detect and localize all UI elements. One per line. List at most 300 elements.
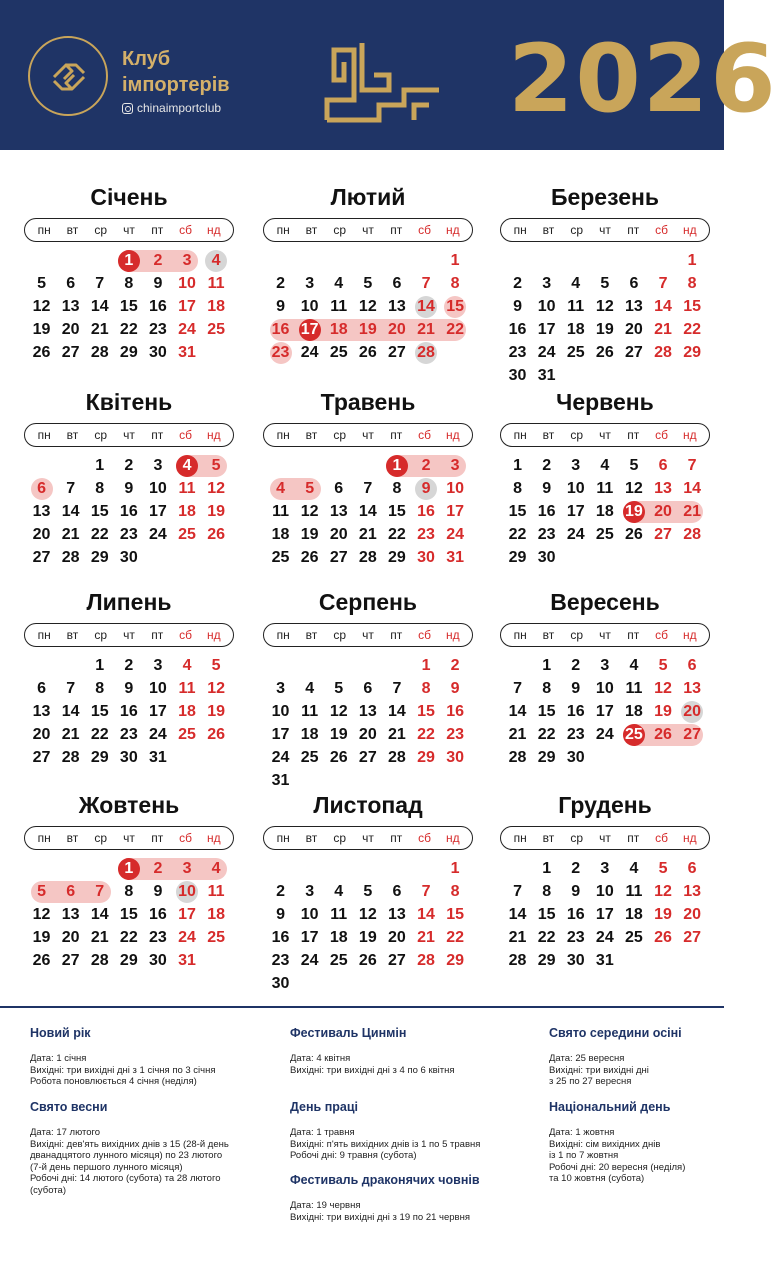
day-cell: 21 xyxy=(61,726,80,743)
day-cell: 9 xyxy=(411,477,440,500)
weekday-label: нд xyxy=(683,223,697,237)
weekday-label: ср xyxy=(570,628,584,642)
day-cell: 8 xyxy=(124,883,134,900)
weekday-label: вт xyxy=(542,831,555,845)
day-cell: 2 xyxy=(276,883,285,900)
year-title: 2026 xyxy=(508,25,778,134)
weekday-label: чт xyxy=(362,428,374,442)
day-cell: 4 xyxy=(172,454,201,477)
week-row xyxy=(263,249,473,272)
weekday-label: чт xyxy=(362,831,374,845)
day-cell: 26 xyxy=(32,952,51,969)
day-cell: 17 xyxy=(178,906,196,923)
day-cell: 22 xyxy=(417,726,435,743)
week-row xyxy=(24,477,234,500)
day-cell: 10 xyxy=(300,906,319,923)
day-cell: 30 xyxy=(119,749,138,766)
info-title: Національний день xyxy=(549,1100,671,1114)
weekday-label: пт xyxy=(627,831,640,845)
weekday-label: нд xyxy=(207,428,221,442)
week-row xyxy=(500,272,710,295)
day-cell: 12 xyxy=(625,480,643,497)
week-row xyxy=(263,746,473,769)
week-row xyxy=(500,454,710,477)
day-cell: 8 xyxy=(421,680,431,697)
instagram-handle[interactable] xyxy=(122,101,221,115)
weekday-label: чт xyxy=(123,428,135,442)
weekday-label: нд xyxy=(683,831,697,845)
day-cell: 25 xyxy=(300,749,319,766)
day-cell: 22 xyxy=(90,526,109,543)
weekday-header xyxy=(24,623,234,647)
week-row xyxy=(500,700,710,723)
day-cell: 18 xyxy=(178,503,196,520)
day-cell: 5 xyxy=(658,860,668,877)
day-cell: 28 xyxy=(411,341,440,364)
day-cell: 3 xyxy=(182,860,192,877)
day-cell: 23 xyxy=(266,341,295,364)
brand-line1: Клуб xyxy=(122,48,171,70)
day-cell: 11 xyxy=(178,480,196,497)
days-grid xyxy=(500,249,710,387)
day-cell: 13 xyxy=(388,298,406,315)
day-cell: 29 xyxy=(417,749,435,766)
day-cell: 23 xyxy=(149,929,167,946)
week-row xyxy=(263,500,473,523)
day-cell: 1 xyxy=(450,860,460,877)
weekday-label: сб xyxy=(655,428,668,442)
day-cell: 11 xyxy=(301,703,319,720)
weekday-label: нд xyxy=(683,428,697,442)
day-cell: 15 xyxy=(119,298,138,315)
day-cell: 9 xyxy=(513,298,522,315)
week-row xyxy=(500,949,710,972)
week-row xyxy=(24,700,234,723)
day-cell: 19 xyxy=(32,321,51,338)
weekday-label: сб xyxy=(418,223,431,237)
day-cell: 4 xyxy=(202,249,231,272)
week-row xyxy=(263,723,473,746)
day-cell: 30 xyxy=(149,344,167,361)
week-row xyxy=(24,523,234,546)
month-name: Лютий xyxy=(330,184,406,210)
day-cell: 11 xyxy=(178,680,196,697)
info-text: Дата: 1 січня Вихідні: три вихідні дні з 1 січня по 3 січня Робота поновлюється 4 січня (неділя) xyxy=(30,1053,216,1087)
day-cell: 18 xyxy=(566,321,585,338)
info-midautumn xyxy=(549,1026,709,1088)
day-cell: 15 xyxy=(446,906,464,923)
day-cell: 13 xyxy=(329,503,348,520)
day-cell: 26 xyxy=(300,549,319,566)
day-cell: 29 xyxy=(90,549,109,566)
day-cell: 19 xyxy=(329,726,348,743)
week-row xyxy=(24,880,234,903)
day-cell: 23 xyxy=(446,726,464,743)
day-cell: 3 xyxy=(305,883,315,900)
day-cell: 10 xyxy=(595,680,614,697)
weekday-label: пт xyxy=(151,628,164,642)
day-cell: 1 xyxy=(687,252,697,269)
day-cell: 22 xyxy=(119,321,138,338)
day-cell: 5 xyxy=(658,657,668,674)
day-cell: 6 xyxy=(66,275,76,292)
week-row xyxy=(500,926,710,949)
day-cell: 2 xyxy=(542,457,552,474)
day-cell: 12 xyxy=(595,298,614,315)
day-cell: 27 xyxy=(625,344,643,361)
day-cell: 23 xyxy=(566,726,585,743)
day-cell: 24 xyxy=(149,726,167,743)
day-cell: 2 xyxy=(450,657,460,674)
day-cell: 10 xyxy=(172,880,201,903)
day-cell: 6 xyxy=(363,680,373,697)
day-cell: 1 xyxy=(542,657,552,674)
weekday-label: вт xyxy=(305,223,318,237)
weekday-label: пн xyxy=(276,831,290,845)
week-row xyxy=(263,677,473,700)
day-cell: 20 xyxy=(654,503,672,520)
weekday-label: пн xyxy=(276,628,290,642)
day-cell: 17 xyxy=(178,298,196,315)
day-cell: 27 xyxy=(32,549,51,566)
weekday-label: сб xyxy=(179,628,192,642)
week-row xyxy=(500,249,710,272)
day-cell: 18 xyxy=(271,526,290,543)
weekday-label: вт xyxy=(66,628,79,642)
day-cell: 20 xyxy=(329,526,348,543)
day-cell: 3 xyxy=(305,275,315,292)
day-cell: 6 xyxy=(66,883,76,900)
day-cell: 31 xyxy=(178,952,196,969)
month-calendar xyxy=(24,182,234,364)
day-cell: 10 xyxy=(537,298,556,315)
ornament-icon xyxy=(324,40,442,122)
days-grid xyxy=(263,857,473,995)
weekday-label: пн xyxy=(513,428,527,442)
day-cell: 12 xyxy=(654,883,672,900)
weekday-label: пт xyxy=(627,428,640,442)
weekday-label: чт xyxy=(362,223,374,237)
week-row xyxy=(263,295,473,318)
day-cell: 19 xyxy=(358,321,377,338)
day-cell: 16 xyxy=(537,503,556,520)
day-cell: 16 xyxy=(119,503,138,520)
day-cell: 30 xyxy=(119,549,138,566)
week-row xyxy=(24,857,234,880)
weekday-label: сб xyxy=(655,831,668,845)
week-row xyxy=(500,341,710,364)
day-cell: 15 xyxy=(90,703,109,720)
day-cell: 1 xyxy=(513,457,522,474)
month-calendar xyxy=(24,387,234,569)
day-cell: 20 xyxy=(32,526,51,543)
info-text: Дата: 1 травня Вихідні: п'ять вихідних днів із 1 по 5 травня Робочі дні: 9 травня (субота) xyxy=(290,1127,481,1161)
weekday-label: сб xyxy=(655,628,668,642)
day-cell: 7 xyxy=(513,883,522,900)
day-cell: 22 xyxy=(446,929,464,946)
day-cell: 8 xyxy=(513,480,522,497)
day-cell: 14 xyxy=(508,906,527,923)
day-cell: 16 xyxy=(566,906,585,923)
weekday-header xyxy=(500,218,710,242)
day-cell: 1 xyxy=(95,657,105,674)
day-cell: 18 xyxy=(178,703,196,720)
weekday-label: пт xyxy=(627,223,640,237)
day-cell: 14 xyxy=(683,480,701,497)
weekday-label: вт xyxy=(66,223,79,237)
day-cell: 9 xyxy=(450,680,460,697)
weekday-label: вт xyxy=(66,831,79,845)
day-cell: 6 xyxy=(334,480,344,497)
day-cell: 1 xyxy=(421,657,431,674)
day-cell: 12 xyxy=(32,298,51,315)
weekday-label: пт xyxy=(390,831,403,845)
week-row xyxy=(263,454,473,477)
week-row xyxy=(500,477,710,500)
day-cell: 20 xyxy=(388,929,406,946)
day-cell: 2 xyxy=(153,252,163,269)
day-cell: 25 xyxy=(566,344,585,361)
day-cell: 25 xyxy=(595,526,614,543)
day-cell: 3 xyxy=(182,252,192,269)
day-cell: 8 xyxy=(124,275,134,292)
day-cell: 9 xyxy=(153,275,163,292)
day-cell: 27 xyxy=(388,952,406,969)
day-cell: 11 xyxy=(207,883,225,900)
day-cell: 11 xyxy=(567,298,585,315)
day-cell: 23 xyxy=(508,344,527,361)
days-grid xyxy=(263,454,473,569)
weekday-label: ср xyxy=(570,223,584,237)
day-cell: 24 xyxy=(537,344,556,361)
day-cell: 11 xyxy=(207,275,225,292)
day-cell: 12 xyxy=(358,298,377,315)
day-cell: 31 xyxy=(178,344,196,361)
day-cell: 20 xyxy=(683,906,701,923)
info-new-year xyxy=(30,1026,250,1088)
day-cell: 6 xyxy=(687,657,697,674)
day-cell: 17 xyxy=(300,929,319,946)
weekday-label: пн xyxy=(37,831,51,845)
day-cell: 1 xyxy=(114,857,143,880)
day-cell: 8 xyxy=(450,883,460,900)
days-grid xyxy=(500,857,710,972)
week-row xyxy=(24,746,234,769)
day-cell: 26 xyxy=(625,526,643,543)
day-cell: 6 xyxy=(392,883,402,900)
day-cell: 20 xyxy=(32,726,51,743)
day-cell: 26 xyxy=(358,344,377,361)
day-cell: 16 xyxy=(508,321,527,338)
day-cell: 21 xyxy=(417,321,435,338)
day-cell: 4 xyxy=(182,657,192,674)
week-row xyxy=(263,769,473,792)
month-calendar xyxy=(263,182,473,364)
day-cell: 14 xyxy=(90,906,109,923)
day-cell: 10 xyxy=(595,883,614,900)
days-grid xyxy=(500,654,710,769)
day-cell: 10 xyxy=(446,480,464,497)
day-cell: 9 xyxy=(124,680,134,697)
info-title: Новий рік xyxy=(30,1026,91,1040)
day-cell: 28 xyxy=(358,549,377,566)
day-cell: 26 xyxy=(207,726,225,743)
day-cell: 6 xyxy=(392,275,402,292)
day-cell: 5 xyxy=(363,883,373,900)
day-cell: 18 xyxy=(625,703,643,720)
day-cell: 16 xyxy=(446,703,464,720)
weekday-label: вт xyxy=(542,428,555,442)
week-row xyxy=(24,926,234,949)
weekday-header xyxy=(500,826,710,850)
day-cell: 23 xyxy=(119,726,138,743)
day-cell: 20 xyxy=(625,321,643,338)
day-cell: 21 xyxy=(388,726,406,743)
weekday-label: пн xyxy=(276,428,290,442)
info-title: Свято весни xyxy=(30,1100,108,1114)
day-cell: 19 xyxy=(654,703,672,720)
day-cell: 28 xyxy=(90,344,109,361)
weekday-label: пт xyxy=(151,428,164,442)
day-cell: 3 xyxy=(600,860,610,877)
day-cell: 28 xyxy=(90,952,109,969)
weekday-label: пт xyxy=(627,628,640,642)
day-cell: 19 xyxy=(595,321,614,338)
week-row xyxy=(500,500,710,523)
week-row xyxy=(500,746,710,769)
month-calendar xyxy=(500,182,710,387)
day-cell: 27 xyxy=(32,749,51,766)
day-cell: 29 xyxy=(90,749,109,766)
instagram-icon xyxy=(122,103,133,114)
day-cell: 29 xyxy=(446,952,464,969)
day-cell: 15 xyxy=(537,703,556,720)
week-row xyxy=(24,272,234,295)
weekday-header xyxy=(263,423,473,447)
day-cell: 5 xyxy=(211,457,221,474)
day-cell: 29 xyxy=(537,952,556,969)
day-cell: 12 xyxy=(329,703,348,720)
day-cell: 21 xyxy=(358,526,377,543)
day-cell: 31 xyxy=(149,749,167,766)
day-cell: 24 xyxy=(595,929,614,946)
day-cell: 11 xyxy=(625,680,643,697)
week-row xyxy=(263,926,473,949)
day-cell: 10 xyxy=(271,703,290,720)
day-cell: 11 xyxy=(330,298,348,315)
day-cell: 15 xyxy=(508,503,527,520)
day-cell: 30 xyxy=(566,749,585,766)
day-cell: 26 xyxy=(654,726,672,743)
week-row xyxy=(500,857,710,880)
day-cell: 30 xyxy=(508,367,527,384)
day-cell: 14 xyxy=(388,703,406,720)
day-cell: 10 xyxy=(178,275,196,292)
day-cell: 9 xyxy=(124,480,134,497)
day-cell: 18 xyxy=(329,321,348,338)
weekday-label: нд xyxy=(683,628,697,642)
weekday-label: вт xyxy=(542,628,555,642)
day-cell: 10 xyxy=(149,680,167,697)
weekday-label: нд xyxy=(446,428,460,442)
day-cell: 28 xyxy=(417,952,435,969)
day-cell: 6 xyxy=(658,457,668,474)
club-logo xyxy=(28,36,108,116)
day-cell: 22 xyxy=(119,929,138,946)
week-row xyxy=(500,364,710,387)
week-row xyxy=(24,949,234,972)
info-text: Дата: 17 лютого Вихідні: дев'ять вихідних днів з 15 (28-й день дванадцятого лунного місяця) по 23 лютого (7-й день першого лунного місяця) Робочі дні: 14 лютого (субота) та 28 лютого (субота) xyxy=(30,1127,229,1196)
week-row xyxy=(500,318,710,341)
day-cell: 2 xyxy=(124,457,134,474)
day-cell: 13 xyxy=(358,703,377,720)
week-row xyxy=(24,903,234,926)
day-cell: 2 xyxy=(276,275,285,292)
day-cell: 8 xyxy=(687,275,697,292)
weekday-label: ср xyxy=(333,831,347,845)
day-cell: 28 xyxy=(61,549,80,566)
day-cell: 30 xyxy=(149,952,167,969)
day-cell: 7 xyxy=(66,480,76,497)
day-cell: 29 xyxy=(119,344,138,361)
weekday-label: чт xyxy=(599,223,611,237)
day-cell: 4 xyxy=(600,457,610,474)
days-grid xyxy=(24,654,234,769)
week-row xyxy=(24,454,234,477)
month-name: Жовтень xyxy=(78,792,180,818)
day-cell: 19 xyxy=(358,929,377,946)
day-cell: 22 xyxy=(683,321,701,338)
day-cell: 28 xyxy=(388,749,406,766)
weekday-label: нд xyxy=(207,223,221,237)
day-cell: 22 xyxy=(90,726,109,743)
day-cell: 8 xyxy=(95,680,105,697)
day-cell: 31 xyxy=(595,952,614,969)
day-cell: 23 xyxy=(119,526,138,543)
section-divider xyxy=(0,1006,724,1008)
day-cell: 26 xyxy=(595,344,614,361)
day-cell: 16 xyxy=(271,929,290,946)
weekday-label: нд xyxy=(446,831,460,845)
day-cell: 2 xyxy=(421,457,431,474)
day-cell: 9 xyxy=(153,883,163,900)
day-cell: 21 xyxy=(417,929,435,946)
day-cell: 7 xyxy=(392,680,402,697)
day-cell: 11 xyxy=(330,906,348,923)
week-row xyxy=(24,500,234,523)
day-cell: 28 xyxy=(654,344,672,361)
month-calendar xyxy=(24,587,234,769)
day-cell: 24 xyxy=(271,749,290,766)
day-cell: 12 xyxy=(300,503,319,520)
day-cell: 8 xyxy=(95,480,105,497)
week-row xyxy=(500,295,710,318)
day-cell: 16 xyxy=(566,703,585,720)
day-cell: 5 xyxy=(629,457,639,474)
day-cell: 23 xyxy=(149,321,167,338)
day-cell: 15 xyxy=(683,298,701,315)
day-cell: 2 xyxy=(513,275,522,292)
day-cell: 3 xyxy=(153,457,163,474)
weekday-label: пн xyxy=(513,628,527,642)
info-national xyxy=(549,1100,714,1185)
week-row xyxy=(24,677,234,700)
header-banner xyxy=(0,0,778,150)
day-cell: 9 xyxy=(276,906,285,923)
day-cell: 27 xyxy=(329,549,348,566)
day-cell: 1 xyxy=(542,860,552,877)
day-cell: 15 xyxy=(441,295,470,318)
